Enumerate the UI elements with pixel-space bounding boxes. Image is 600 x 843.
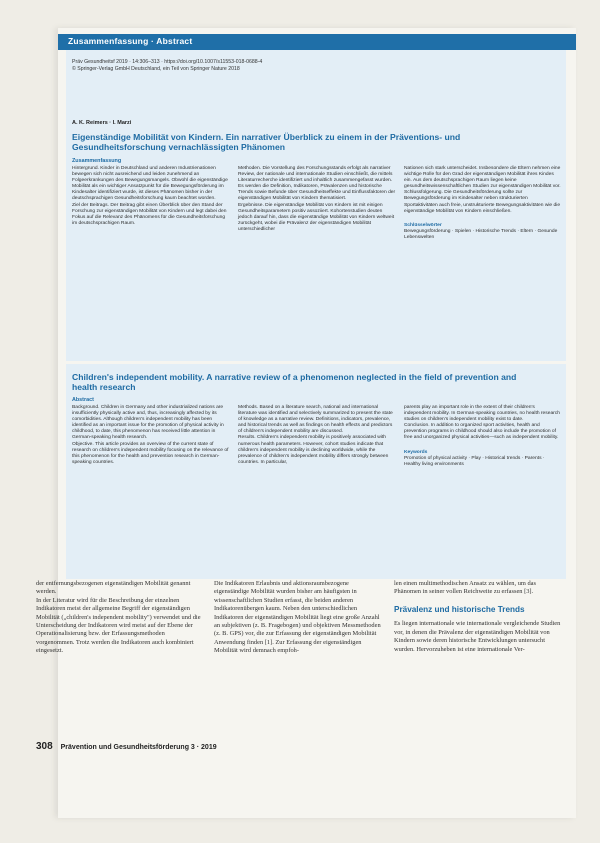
english-col-1: Background. Children in Germany and other industrialized nations are insufficiently physically active and, thus, increasingly affected by its comorbidities. Although children's independent mobility has been identified as an important issue for the promotion of physical activity in childhood, to date, this phenomenon has received little attention in German-speaking health research. Objective. This article provides an overview of the current state of research on children's independent mobility focusing on the relevance of this phenomenon for the health and prevention research in German-speaking countries. bbox=[72, 405, 229, 465]
english-keywords-heading: Keywords bbox=[404, 449, 428, 455]
german-abstract-box bbox=[66, 50, 566, 361]
footer-journal: Prävention und Gesundheitsförderung 3 · 2019 bbox=[60, 744, 217, 751]
page-footer bbox=[36, 741, 217, 752]
section-band bbox=[58, 34, 576, 50]
german-title: Eigenständige Mobilität von Kindern. Ein narrativer Überblick zu einem in der Präventions- und Gesundheitsforschung vernachlässigten Phänomen bbox=[72, 132, 461, 152]
german-col-1: Hintergrund. Kinder in Deutschland und anderen Industrienationen bewegen sich nicht ausreichend und leiden zunehmend an Folgeerkrankungen des Bewegungsmangels. Obwohl die eigenständige Mobilität als ein wichtiger Ansatzpunkt für die Bewegungsförderung im Kindesalter identifiziert wurde, ist dieses Phänomen bisher in der deutschsprachigen Gesundheitsforschung kaum beachtet worden. Ziel der Beitrags. Der Beitrag gibt einen Überblick über den Stand der Forschung zur eigenständigen Mobilität von Kindern und legt dabei den Fokus auf die Relevanz des Phänomens für die Gesundheitsforschung im deutschsprachigen Raum. bbox=[72, 166, 228, 226]
journal-page bbox=[36, 28, 576, 818]
author-line: A. K. Reimers · I. Marzi bbox=[72, 120, 132, 126]
english-col-3-wrap bbox=[404, 405, 562, 468]
english-keywords: Promotion of physical activity · Play · Historical trends · Parents · Healthy living environments bbox=[404, 455, 545, 467]
section-heading-prevalence: Prävalenz und historische Trends bbox=[394, 604, 525, 614]
german-keywords: Bewegungsförderung · Spielen · Historische Trends · Eltern · Gesunde Lebenswelten bbox=[404, 228, 558, 240]
german-keywords-heading: Schlüsselwörter bbox=[404, 222, 442, 228]
body-col-3-bottom: Es liegen internationale wie internationale vergleichende Studien vor, in denen die Prävalenz der eigenständigen Mobilität von Kindern sowie deren historische Entwicklungen untersucht wurden. Hervorzuheben ist eine internationale Ver- bbox=[394, 620, 561, 653]
german-col-3-wrap bbox=[404, 166, 562, 241]
page-number: 308 bbox=[36, 741, 53, 752]
english-section-label: Abstract bbox=[72, 397, 94, 403]
band-title: Zusammenfassung · Abstract bbox=[68, 36, 193, 46]
english-title: Children's independent mobility. A narrative review of a phenomenon neglected in the field of prevention and health research bbox=[72, 372, 517, 392]
copyright-line: © Springer-Verlag GmbH Deutschland, ein Teil von Springer Nature 2018 bbox=[72, 66, 240, 72]
body-col-1: der entfernungsbezogenen eigenständigen Mobilität genannt werden. In der Literatur wird für die Beschreibung der einzelnen Indikatoren meist der allgemeine Begriff der eigenständigen Mobilität („children's independent mobility") verwendet und die Unterscheidung der Indikatoren wird meist auf der Ebene der Operationalisierung bzw. der Erfassungsmethoden vorgenommen. Trotz werden die Indikatoren auch kombiniert eingesetzt. bbox=[36, 580, 201, 655]
journal-citation: Präv Gesundheitsf 2019 · 14:306–313 · https://doi.org/10.1007/s11553-018-0688-4 bbox=[72, 59, 263, 65]
body-col-3 bbox=[394, 580, 562, 654]
german-section-label: Zusammenfassung bbox=[72, 158, 122, 164]
body-col-2: Die Indikatoren Erlaubnis und aktionsraumbezogene eigenständige Mobilität wurden bisher am häufigsten in wissenschaftlichen Studien erfasst, die beiden anderen Indikatorenübergen kaum. Neben den unterschiedlichen Indikatoren der eigenständigen Mobilität liegt eine große Anzahl an subjektiven (z. B. Fragebogen) und objektiven Messmethoden (z. B. GPS) vor, die zur Erfassung der eigenständigen Mobilität Anwendung finden [1]. Zur Erfassung der eigenständigen Mobilität wird demnach empfoh- bbox=[214, 580, 381, 655]
english-abstract-box bbox=[66, 364, 566, 579]
body-col-3-top: len einen multimethodischen Ansatz zu wählen, um das Phänomen in seiner vollen Reichweite zu erfassen [3]. bbox=[394, 580, 536, 596]
english-col-3: parents play an important role in the extent of their children's independent mobility. In German-speaking countries, no health research studies on children's independent mobility exist to date. Conclusion. In addition to organized sport activities, health and prevention programs in childhood should also include the promotion of free and unorganized physical activities—such as independent mobility. bbox=[404, 405, 560, 441]
german-col-2: Methoden. Die Vorstellung des Forschungsstands erfolgt als narrativer Review, der nationale und internationale Studien einschließt, die mittels Literaturrecherche identifiziert und inhaltlich zusammengefasst wurden. Es werden die Definition, Indikatoren, Prävalenzen und historische Trends sowie Befunde über Gesundheitseffekte und Einflussfaktoren der eigenständigen Mobilität von Kindern thematisiert. Ergebnisse. Die eigenständige Mobilität von Kindern ist mit einigen Gesundheitsparametern positiv assoziiert. Kohortenstudien deuten jedoch darauf hin, dass die eigenständige Mobilität von Kindern weltweit zurückgeht, wobei die Prävalenz der eigenständigen Mobilität unterschiedlicher bbox=[238, 166, 396, 232]
english-col-2: Methods. Based on a literature search, national and international literature was identified and selectively summarized to present the state of knowledge as a narrative review. Definitions, indicators, prevalence, and historical trends as well as findings on health effects and predictors of children's independent mobility are discussed. Results. Children's independent mobility is positively associated with numerous health parameters. However, cohort studies indicate that children's independent mobility is declining worldwide, while the prevalence of children's independent mobility differs strongly between countries. In particular, bbox=[238, 405, 393, 465]
german-col-3: Nationen sich stark unterscheidet. Insbesondere die Eltern nehmen eine wichtige Rolle für den Grad der eigenständigen Mobilität ihres Kindes ein. Aus dem deutschsprachigen Raum liegen keine gesundheitswissenschaftlichen Studien zur eigenständigen Mobilität vor. Schlussfolgerung. Die Gesundheitsförderung sollte zur Bewegungsförderung im Kindesalter neben strukturierten Sportaktivitäten auch freie, unstrukturierte Bewegungsaktivitäten wie die eigenständige Mobilität von Kindern einschließen. bbox=[404, 166, 561, 214]
